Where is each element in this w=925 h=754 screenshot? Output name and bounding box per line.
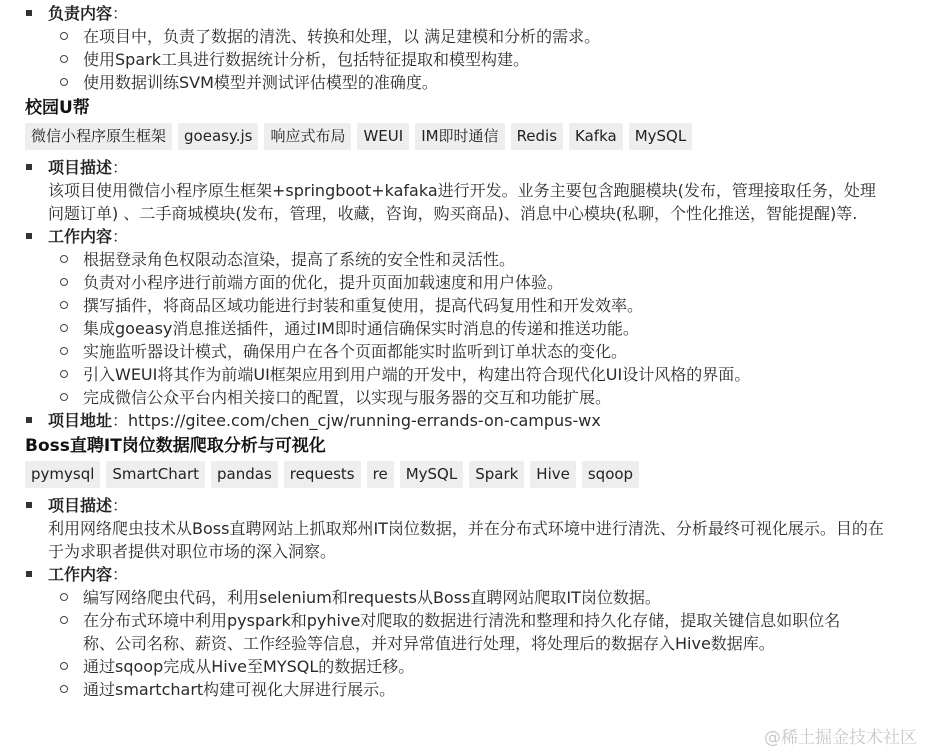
list-item [48, 71, 895, 94]
tech-tag: requests [284, 461, 361, 488]
project-desc: 利用网络爬虫技术从Boss直聘网站上抓取郑州IT岗位数据，并在分布式环境中进行清洗、分析最终可视化展示。目的在于为求职者提供对职位市场的深入洞察。 [48, 519, 884, 561]
list-item-text: 使用Spark工具进行数据统计分析，包括特征提取和模型构建。 [83, 50, 529, 69]
tech-tag: 微信小程序原生框架 [25, 123, 172, 150]
tech-tag: pandas [211, 461, 278, 488]
work-label: 工作内容 [48, 227, 113, 246]
list-item [48, 271, 895, 294]
project-desc-block [0, 494, 925, 563]
colon: ： [112, 411, 129, 430]
square-bullet-icon [26, 417, 32, 423]
list-item [48, 317, 895, 340]
list-item [48, 609, 895, 655]
list-item-text: 根据登录角色权限动态渲染，提高了系统的安全性和灵活性。 [83, 250, 516, 269]
work-list [48, 248, 895, 409]
tech-tag: Kafka [569, 123, 623, 150]
desc-label: 项目描述 [48, 496, 113, 515]
tag-list [0, 123, 925, 150]
list-item-text: 编写网络爬虫代码，利用selenium和requests从Boss直聘网站爬取IT岗位数据。 [83, 588, 661, 607]
colon: ： [112, 158, 129, 177]
tag-list [0, 461, 925, 488]
colon: ： [112, 227, 129, 246]
circle-bullet-icon [60, 55, 68, 63]
list-item-text: 通过sqoop完成从Hive至MYSQL的数据迁移。 [83, 657, 415, 676]
tech-tag: pymysql [25, 461, 100, 488]
tech-tag: SmartChart [106, 461, 205, 488]
list-item-text: 集成goeasy消息推送插件，通过IM即时通信确保实时消息的传递和推送功能。 [83, 319, 639, 338]
list-item-text: 通过smartchart构建可视化大屏进行展示。 [83, 680, 396, 699]
tech-tag: MySQL [629, 123, 693, 150]
list-item [48, 25, 895, 48]
circle-bullet-icon [60, 278, 68, 286]
desc-label: 项目描述 [48, 158, 113, 177]
circle-bullet-icon [60, 662, 68, 670]
square-bullet-icon [26, 571, 32, 577]
tech-tag: goeasy.js [178, 123, 258, 150]
square-bullet-icon [26, 502, 32, 508]
tech-tag: Spark [469, 461, 524, 488]
project-title: 校园U帮 [25, 98, 90, 118]
list-item-text: 撰写插件，将商品区域功能进行封装和重复使用，提高代码复用性和开发效率。 [83, 296, 644, 315]
tech-tag: Redis [511, 123, 563, 150]
watermark: @稀土掘金技术社区 [764, 728, 917, 748]
address-label: 项目地址 [48, 411, 113, 430]
list-item-text: 在项目中，负责了数据的清洗、转换和处理，以 满足建模和分析的需求。 [83, 27, 601, 46]
project-title: Boss直聘IT岗位数据爬取分析与可视化 [25, 436, 326, 456]
work-block [0, 563, 925, 701]
circle-bullet-icon [60, 393, 68, 401]
project-address-block [0, 409, 925, 432]
list-item [48, 655, 895, 678]
duty-list [48, 25, 895, 94]
list-item-text: 实施监听器设计模式，确保用户在各个页面都能实时监听到订单状态的变化。 [83, 342, 628, 361]
circle-bullet-icon [60, 370, 68, 378]
tech-tag: 响应式布局 [264, 123, 351, 150]
work-list [48, 586, 895, 701]
circle-bullet-icon [60, 301, 68, 309]
list-item [48, 386, 895, 409]
list-item [48, 678, 895, 701]
tech-tag: MySQL [400, 461, 464, 488]
circle-bullet-icon [60, 78, 68, 86]
square-bullet-icon [26, 10, 32, 16]
circle-bullet-icon [60, 616, 68, 624]
circle-bullet-icon [60, 324, 68, 332]
circle-bullet-icon [60, 593, 68, 601]
project-address-link[interactable]: https://gitee.com/chen_cjw/running-errands-on-campus-wx [128, 411, 601, 430]
list-item [48, 294, 895, 317]
duty-block [0, 2, 925, 94]
circle-bullet-icon [60, 347, 68, 355]
duty-label: 负责内容 [48, 4, 113, 23]
tech-tag: WEUI [357, 123, 409, 150]
list-item-text: 使用数据训练SVM模型并测试评估模型的准确度。 [83, 73, 438, 92]
project-desc: 该项目使用微信小程序原生框架+springboot+kafaka进行开发。业务主要包含跑腿模块(发布，管理接取任务，处理问题订单) 、二手商城模块(发布，管理，收藏，咨询，购买商品)、消息中心模块(私聊，个性化推送，智能提醒)等. [48, 181, 876, 223]
square-bullet-icon [26, 164, 32, 170]
list-item [48, 48, 895, 71]
list-item-text: 完成微信公众平台内相关接口的配置，以实现与服务器的交互和功能扩展。 [83, 388, 612, 407]
square-bullet-icon [26, 233, 32, 239]
tech-tag: IM即时通信 [415, 123, 504, 150]
tech-tag: sqoop [582, 461, 639, 488]
list-item [48, 363, 895, 386]
list-item-text: 负责对小程序进行前端方面的优化，提升页面加载速度和用户体验。 [83, 273, 564, 292]
circle-bullet-icon [60, 685, 68, 693]
list-item [48, 248, 895, 271]
work-label: 工作内容 [48, 565, 113, 584]
tech-tag: re [367, 461, 394, 488]
circle-bullet-icon [60, 255, 68, 263]
list-item [48, 340, 895, 363]
list-item-text: 引入WEUI将其作为前端UI框架应用到用户端的开发中，构建出符合现代化UI设计风格的界面。 [83, 365, 751, 384]
list-item [48, 586, 895, 609]
project-desc-block [0, 156, 925, 225]
circle-bullet-icon [60, 32, 68, 40]
colon: ： [112, 496, 129, 515]
colon: ： [112, 565, 129, 584]
list-item-text: 在分布式环境中利用pyspark和pyhive对爬取的数据进行清洗和整理和持久化存储，提取关键信息如职位名称、公司名称、薪资、工作经验等信息，并对异常值进行处理，将处理后的数据存入Hive数据库。 [83, 611, 841, 653]
work-block [0, 225, 925, 409]
colon: ： [112, 4, 129, 23]
tech-tag: Hive [530, 461, 576, 488]
